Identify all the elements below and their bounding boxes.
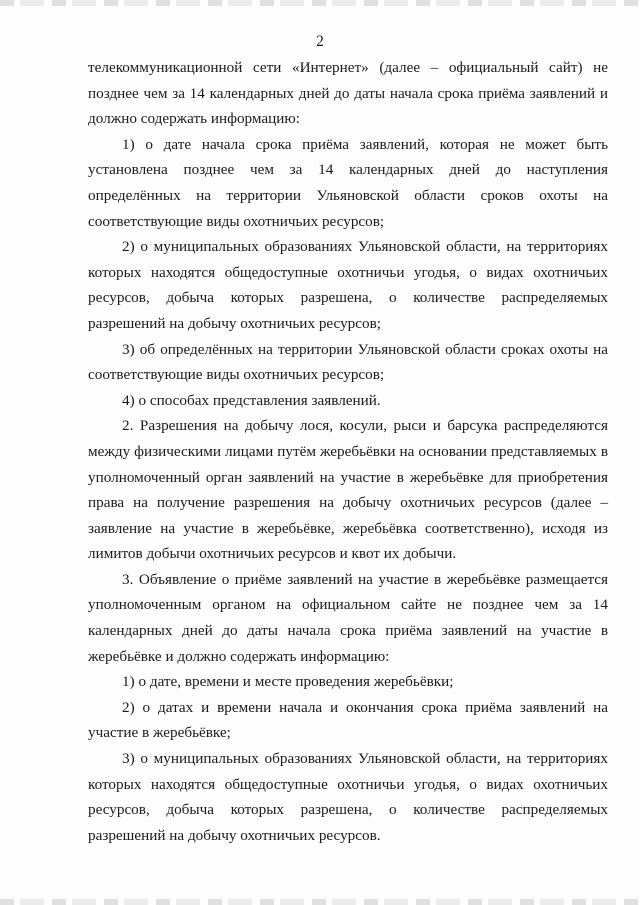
paragraph-item-4: 4) о способах представления заявлений.: [122, 391, 381, 409]
document-body: [88, 55, 608, 848]
paragraph-section-3-item-2: 2) о датах и времени начала и окончания срока приёма заявлений на участие в жеребьёвке;: [88, 698, 608, 742]
scan-edge-bottom: [0, 899, 640, 905]
paragraph-item-3: 3) об определённых на территории Ульяновской области сроках охоты на соответствующие виды охотничьих ресурсов;: [88, 340, 608, 384]
paragraph-section-3-item-3: 3) о муниципальных образованиях Ульяновской области, на территориях которых находятся общедоступные охотничьи угодья, о видах охотничьих ресурсов, добыча которых разрешена, о количестве распределяемых разрешений на добычу охотничьих ресурсов.: [88, 750, 608, 844]
paragraph-intro: телекоммуникационной сети «Интернет» (далее – официальный сайт) не позднее чем за 14 календарных дней до даты начала срока приёма заявлений и должно содержать информацию:: [88, 59, 608, 128]
paragraph-section-3-item-1: 1) о дате, времени и месте проведения жеребьёвки;: [122, 673, 454, 691]
paragraph-item-1: 1) о дате начала срока приёма заявлений, которая не может быть установлена позднее чем за 14 календарных дней до наступления определённых на территории Ульяновской области сроков охоты на соответствующие виды охотничьих ресурсов;: [88, 135, 608, 230]
scan-edge-top: [0, 0, 640, 6]
page-number: 2: [316, 33, 324, 50]
paragraph-section-2: 2. Разрешения на добычу лося, косули, рыси и барсука распределяются между физическими лицами путём жеребьёвки на основании представляемых в уполномоченный орган заявлений на участие в жеребьёвке для приобретения права на получение разрешения на добычу охотничьих ресурсов (далее – заявление на участие в жеребьёвке, жеребьёвка соответственно), исходя из лимитов добычи охотничьих ресурсов и квот их добычи.: [88, 417, 608, 563]
paragraph-section-3: 3. Объявление о приёме заявлений на участие в жеребьёвке размещается уполномоченным органом на официальном сайте не позднее чем за 14 календарных дней до даты начала срока приёма заявлений на участие в жеребьёвке и должно содержать информацию:: [88, 570, 608, 665]
paragraph-item-2: 2) о муниципальных образованиях Ульяновской области, на территориях которых находятся общедоступные охотничьи угодья, о видах охотничьих ресурсов, добыча которых разрешена, о количестве распределяемых разрешений на добычу охотничьих ресурсов;: [88, 238, 608, 332]
